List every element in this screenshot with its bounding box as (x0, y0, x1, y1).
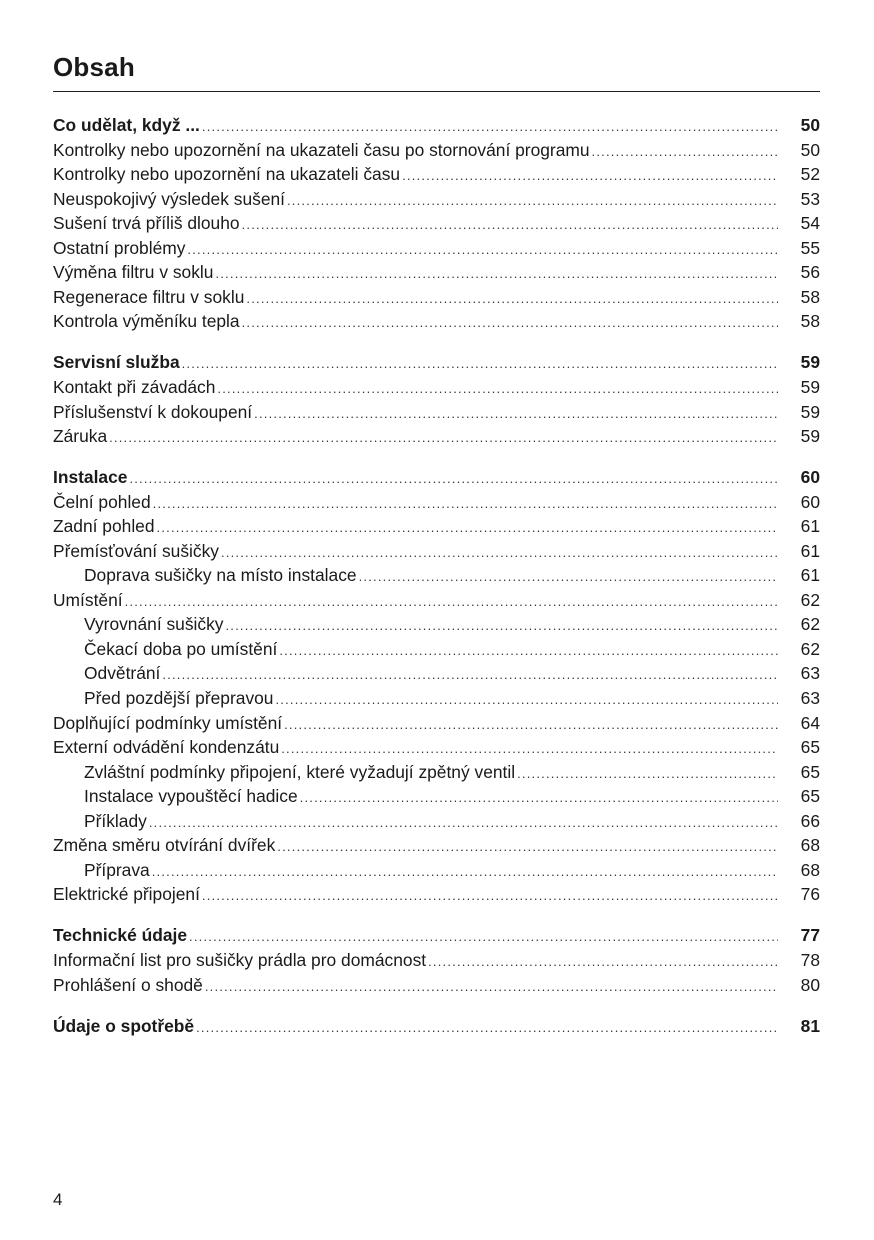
toc-entry[interactable] (53, 612, 820, 637)
dot-leader (275, 688, 778, 713)
dot-leader (281, 737, 778, 762)
toc-entry[interactable] (53, 424, 820, 449)
toc-entry-page: 56 (800, 262, 820, 283)
toc-entry-title: Zvláštní podmínky připojení, které vyžadují zpětný ventil (84, 761, 516, 782)
toc-entry[interactable] (53, 465, 820, 490)
toc-entry[interactable] (53, 490, 820, 515)
toc-entry-title: Servisní služba (53, 352, 180, 373)
dot-leader (217, 377, 778, 402)
toc-entry-title: Sušení trvá příliš dlouho (53, 213, 240, 234)
toc-entry-page: 68 (800, 859, 820, 880)
toc-entry-title: Údaje o spotřebě (53, 1015, 195, 1036)
toc-entry[interactable] (53, 138, 820, 163)
toc-entry-title: Před pozdější přepravou (84, 688, 274, 709)
toc-entry[interactable] (53, 858, 820, 883)
dot-leader (162, 663, 778, 688)
toc-entry-title: Kontrola výměníku tepla (53, 311, 240, 332)
toc-entry[interactable] (53, 211, 820, 236)
toc-entry-page: 58 (800, 286, 820, 307)
toc-entry-page: 60 (800, 491, 820, 512)
toc-entry[interactable] (53, 187, 820, 212)
toc-entry-page: 65 (800, 786, 820, 807)
toc-entry-title: Záruka (53, 426, 108, 447)
toc-entry-page: 50 (800, 139, 820, 160)
toc-entry-title: Instalace (53, 467, 128, 488)
toc-entry[interactable] (53, 350, 820, 375)
dot-leader (254, 402, 778, 427)
toc-entry-page: 76 (800, 884, 820, 905)
dot-leader (109, 426, 778, 451)
dot-leader (182, 352, 778, 377)
toc-entry-title: Doprava sušičky na místo instalace (84, 565, 357, 586)
toc-entry[interactable] (53, 113, 820, 138)
toc-entry[interactable] (53, 948, 820, 973)
toc-entry-title: Čelní pohled (53, 491, 151, 512)
toc-entry[interactable] (53, 882, 820, 907)
dot-leader (196, 1016, 778, 1041)
toc-entry-page: 66 (800, 810, 820, 831)
toc-entry[interactable] (53, 236, 820, 261)
dot-leader (187, 238, 778, 263)
toc-entry[interactable] (53, 686, 820, 711)
toc-entry-page: 59 (800, 352, 820, 373)
toc-entry-title: Informační list pro sušičky prádla pro domácnost (53, 950, 427, 970)
toc-entry-page: 61 (800, 565, 820, 586)
toc-entry[interactable] (53, 735, 820, 760)
toc-entry[interactable] (53, 375, 820, 400)
toc-entry-title: Kontakt při závadách (53, 376, 216, 397)
dot-leader (592, 140, 778, 165)
toc-entry-title: Kontrolky nebo upozornění na ukazateli času (53, 164, 401, 185)
toc-entry-title: Co udělat, když ... (53, 115, 200, 135)
dot-leader (153, 492, 778, 517)
dot-leader (279, 639, 778, 664)
toc-entry[interactable] (53, 162, 820, 187)
dot-leader (242, 311, 778, 336)
dot-leader (428, 950, 778, 975)
toc-entry-title: Zadní pohled (53, 516, 155, 537)
toc-entry-title: Technické údaje (53, 925, 188, 946)
dot-leader (205, 975, 778, 1000)
toc-entry-title: Vyrovnání sušičky (84, 614, 224, 635)
toc-entry-page: 54 (800, 213, 820, 234)
dot-leader (152, 860, 778, 885)
dot-leader (202, 115, 778, 140)
toc-entry-page: 65 (800, 737, 820, 758)
dot-leader (125, 590, 778, 615)
dot-leader (300, 786, 778, 811)
toc-entry-title: Ostatní problémy (53, 237, 186, 258)
toc-entry[interactable] (53, 711, 820, 736)
dot-leader (246, 287, 778, 312)
toc-entry-page: 63 (800, 663, 820, 684)
toc-entry-page: 65 (800, 761, 820, 782)
toc-entry[interactable] (53, 637, 820, 662)
toc-entry-page: 59 (800, 426, 820, 447)
toc-entry-title: Prohlášení o shodě (53, 974, 203, 995)
dot-leader (284, 713, 778, 738)
dot-leader (215, 262, 778, 287)
page-title: Obsah (53, 52, 135, 82)
toc-entry-page: 78 (800, 950, 820, 970)
toc-entry-page: 62 (800, 589, 820, 610)
page-number: 4 (53, 1190, 63, 1209)
toc-entry-title: Čekací doba po umístění (84, 638, 278, 659)
toc-entry-page: 81 (800, 1015, 820, 1036)
toc-entry-title: Odvětrání (84, 663, 161, 684)
toc-entry-page: 62 (800, 638, 820, 659)
toc-entry-page: 61 (800, 516, 820, 537)
toc-entry[interactable] (53, 514, 820, 539)
toc-entry[interactable] (53, 809, 820, 834)
toc-entry[interactable] (53, 588, 820, 613)
toc-entry[interactable] (53, 923, 820, 948)
toc-entry-page: 62 (800, 614, 820, 635)
dot-leader (189, 925, 778, 950)
toc-entry[interactable] (53, 563, 820, 588)
toc-entry[interactable] (53, 973, 820, 998)
toc-entry-page: 64 (800, 712, 820, 733)
toc-entry-page: 60 (800, 467, 820, 488)
dot-leader (277, 835, 778, 860)
toc-entry-title: Kontrolky nebo upozornění na ukazateli času po stornování programu (53, 139, 590, 160)
toc-entry-page: 58 (800, 311, 820, 332)
dot-leader (242, 213, 778, 238)
toc-entry[interactable] (53, 1014, 820, 1039)
toc-entry-title: Příklady (84, 810, 147, 831)
toc-entry-page: 68 (800, 835, 820, 856)
toc-entry-title: Elektrické připojení (53, 884, 200, 905)
toc-entry-title: Umístění (53, 589, 123, 610)
toc-entry-title: Příprava (84, 859, 150, 880)
toc-entry-title: Externí odvádění kondenzátu (53, 737, 280, 758)
toc-entry-title: Neuspokojivý výsledek sušení (53, 188, 285, 209)
dot-leader (157, 516, 778, 541)
toc-entry[interactable] (53, 661, 820, 686)
table-of-contents (53, 113, 820, 1038)
toc-entry-page: 55 (800, 237, 820, 258)
toc-entry-page: 80 (800, 974, 820, 995)
toc-entry-page: 61 (800, 540, 820, 561)
toc-entry[interactable] (53, 309, 820, 334)
toc-entry-title: Změna směru otvírání dvířek (53, 835, 276, 856)
toc-entry-page: 63 (800, 688, 820, 709)
title-divider (53, 91, 820, 92)
toc-entry-page: 50 (800, 115, 820, 135)
toc-entry[interactable] (53, 760, 820, 785)
dot-leader (287, 189, 778, 214)
dot-leader (202, 884, 778, 909)
toc-entry-title: Instalace vypouštěcí hadice (84, 786, 298, 807)
dot-leader (221, 541, 778, 566)
toc-entry-page: 53 (800, 188, 820, 209)
toc-entry[interactable] (53, 400, 820, 425)
dot-leader (517, 762, 778, 787)
dot-leader (129, 467, 778, 492)
toc-entry-page: 52 (800, 164, 820, 185)
toc-entry[interactable] (53, 539, 820, 564)
toc-entry-page: 59 (800, 376, 820, 397)
toc-entry-title: Výměna filtru v soklu (53, 262, 214, 283)
toc-entry-title: Regenerace filtru v soklu (53, 286, 245, 307)
toc-entry[interactable] (53, 784, 820, 809)
dot-leader (359, 565, 778, 590)
toc-entry[interactable] (53, 260, 820, 285)
dot-leader (149, 811, 778, 836)
toc-entry-page: 59 (800, 401, 820, 422)
toc-entry-title: Příslušenství k dokoupení (53, 401, 253, 422)
dot-leader (226, 614, 779, 639)
toc-entry-page: 77 (800, 925, 820, 946)
toc-entry[interactable] (53, 285, 820, 310)
toc-entry-title: Přemísťování sušičky (53, 540, 219, 561)
dot-leader (402, 164, 778, 189)
toc-entry[interactable] (53, 833, 820, 858)
toc-entry-title: Doplňující podmínky umístění (53, 712, 283, 733)
